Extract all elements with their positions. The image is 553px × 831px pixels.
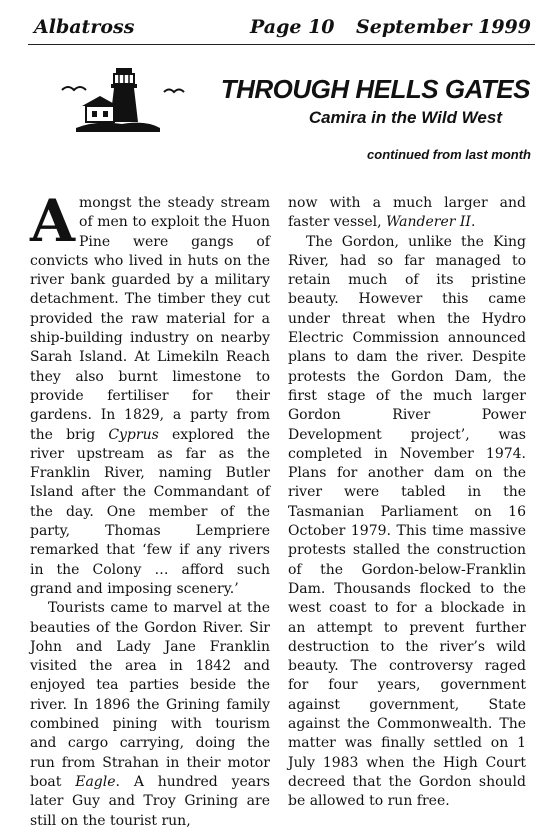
paragraph — [288, 194, 526, 233]
header-rule — [28, 44, 535, 45]
paragraph-text: . A hundred years later Guy and Troy Grining are still on the tourist run, — [30, 773, 270, 829]
vessel-name: Wanderer II — [386, 214, 471, 231]
ship-name: Cyprus — [108, 426, 159, 443]
drop-cap: A — [30, 187, 76, 255]
publication-name: Albatross — [34, 16, 135, 38]
lighthouse-with-birds-icon — [56, 66, 186, 136]
continued-note: continued from last month — [367, 147, 531, 162]
paragraph — [30, 599, 270, 831]
article-title: THROUGH HELLS GATES — [220, 74, 530, 104]
paragraph-text: . — [470, 214, 476, 231]
page-header — [28, 10, 531, 44]
article-subtitle: Camira in the Wild West — [308, 108, 502, 127]
paragraph-text: now with a much larger and faster vessel, — [288, 195, 526, 231]
paragraph — [30, 187, 270, 599]
boat-name: Eagle — [75, 773, 116, 790]
paragraph: The Gordon, unlike the King River, had so far managed to retain much of its pristine beauty. However this came under threat when the Hydro Electric Commission announced plans to dam the river. Despite protests the Gordon Dam, the first stage of the much larger Gordon River Power Development project’, was completed in November 1974. Plans for another dam on the river were tabled in the Tasmanian Parliament on 16 October 1979. This time massive protests stalled the construction of the Gordon-below-Franklin Dam. Thousands flocked to the west coast to for a blockade in an attempt to prevent further destruction to the river’s wild beauty. The controversy raged for four years, government against government, State against the Commonwealth. The matter was finally settled on 1 July 1983 when the High Court decreed that the Gordon should be allowed to run free. — [288, 233, 526, 810]
page-number: Page 10 — [250, 16, 335, 38]
paragraph-text: Tourists came to marvel at the beauties of the Gordon River. Sir John and Lady Jane Franklin visited the area in 1842 and enjoyed tea parties beside the river. In 1896 the Grining family combined pining with tourism and cargo carrying, doing the run from Strahan in their motor boat — [30, 600, 270, 790]
paragraph-text: mongst the steady stream of men to exploit the Huon Pine were gangs of convicts who lived in huts on the river bank guarded by a military detachment. The timber they cut provided the raw material for a ship-building industry on nearby Sarah Island. At Limekiln Reach they also burnt limestone to provide fertiliser for their gardens. In 1829, a party from the brig — [30, 195, 270, 443]
column-right — [288, 194, 526, 812]
paragraph-text: explored the river upstream as far as the Franklin River, naming Butler Island after the Commandant of the day. One member of the party, Thomas Lempriere remarked that ‘few if any rivers in the Colony … afford such grand and imposing scenery.’ — [30, 426, 270, 597]
issue-date: September 1999 — [356, 16, 531, 38]
column-left — [30, 187, 270, 831]
